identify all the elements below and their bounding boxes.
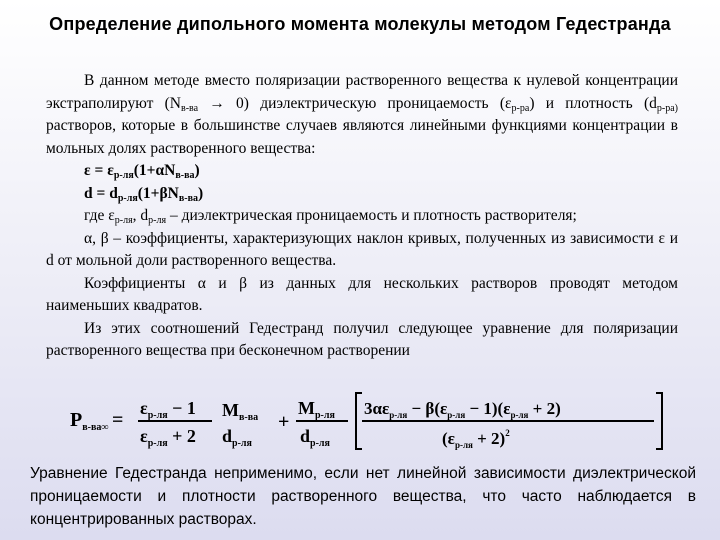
sub-solution: р-ра bbox=[511, 102, 530, 114]
eq-frac1-den: $\varepsilon_{р-ля} + 2$ bbox=[140, 426, 196, 449]
eq-bracket-left bbox=[356, 393, 362, 449]
coefficients-definition: α, β – коэффициенты, характеризующих наклон кривых, полученных из зависимости ε и d от мольной доли растворенного вещества. bbox=[46, 229, 678, 269]
where-c: – диэлектрическая проницаемость и плотность растворителя; bbox=[166, 207, 577, 224]
f2-a: d = d bbox=[84, 184, 118, 202]
eq-plus: + bbox=[278, 411, 290, 433]
intro-text-a: В данном методе вместо поляризации растворенного вещества к нулевой концентрации экстраполируют (N bbox=[46, 72, 678, 112]
eq-bracket-right bbox=[656, 393, 662, 449]
intro-text-d: растворов, которые в большинстве случаев являются линейными функциями концентрации в мольных долях растворенного вещества: bbox=[46, 117, 678, 157]
formula-density bbox=[46, 183, 678, 206]
eq-bracket-num: $3\alpha\varepsilon_{р-ля} - \beta(\varepsilon_{р-ля} - 1)(\varepsilon_{р-ля} + 2)$ bbox=[364, 399, 561, 420]
text-body bbox=[46, 70, 678, 363]
paragraph-intro bbox=[46, 70, 678, 160]
conclusion-text: Уравнение Гедестранда неприменимо, если нет линейной зависимости диэлектрической проницаемости и плотности растворенного вещества, что часто наблюдается в концентрированных растворах. bbox=[30, 465, 696, 528]
f2-sub1: р-ля bbox=[117, 192, 138, 204]
f2-b: (1+βN bbox=[137, 184, 179, 202]
hedestrand-equation bbox=[66, 390, 666, 452]
f1-a: ε = ε bbox=[84, 162, 114, 179]
f2-sub2: в-ва bbox=[178, 192, 198, 204]
paragraph-least-squares: Коэффициенты α и β из данных для нескольких растворов проводят методом наименьших квадратов. bbox=[46, 274, 678, 314]
where-sub2: р-ля bbox=[148, 215, 167, 226]
where-sub1: р-ля bbox=[114, 215, 133, 226]
f1-sub1: р-ля bbox=[113, 170, 134, 181]
formula-epsilon bbox=[46, 160, 678, 183]
eq-frac2-num: $M_{р-ля}$ bbox=[298, 398, 335, 421]
eq-mass-den: $d_{р-ля}$ bbox=[222, 426, 252, 449]
slide-title: Определение дипольного момента молекулы методом Гедестранда bbox=[49, 14, 671, 34]
where-b: , d bbox=[132, 207, 149, 224]
f1-sub2: в-ва bbox=[175, 170, 195, 181]
where-line bbox=[46, 205, 678, 228]
where-a: где ε bbox=[84, 207, 115, 224]
f1-c: ) bbox=[194, 162, 200, 179]
sub-solute: в-ва bbox=[180, 102, 199, 114]
sub-solution-density: р-ра) bbox=[656, 102, 678, 114]
intro-text-c: ) и плотность (d bbox=[529, 94, 657, 112]
f2-c: ) bbox=[198, 184, 204, 202]
eq-bracket-den: $(\varepsilon_{р-ля} + 2)^2$ bbox=[442, 428, 510, 450]
eq-frac2-den: $d_{р-ля}$ bbox=[300, 426, 330, 449]
eq-lhs: $P_{в-ва\infty}$ bbox=[70, 409, 109, 433]
eq-frac1-num: $\varepsilon_{р-ля} - 1$ bbox=[140, 398, 196, 421]
eq-equals: = bbox=[112, 409, 124, 431]
eq-mass-num: $M_{в-ва}$ bbox=[222, 400, 259, 423]
paragraph-hedestrand: Из этих соотношений Гедестранд получил следующее уравнение для поляризации растворенного вещества при бесконечном растворении bbox=[46, 319, 678, 359]
intro-text-b: → 0) диэлектрическую проницаемость (ε bbox=[198, 94, 512, 112]
f1-b: (1+αN bbox=[133, 162, 176, 179]
